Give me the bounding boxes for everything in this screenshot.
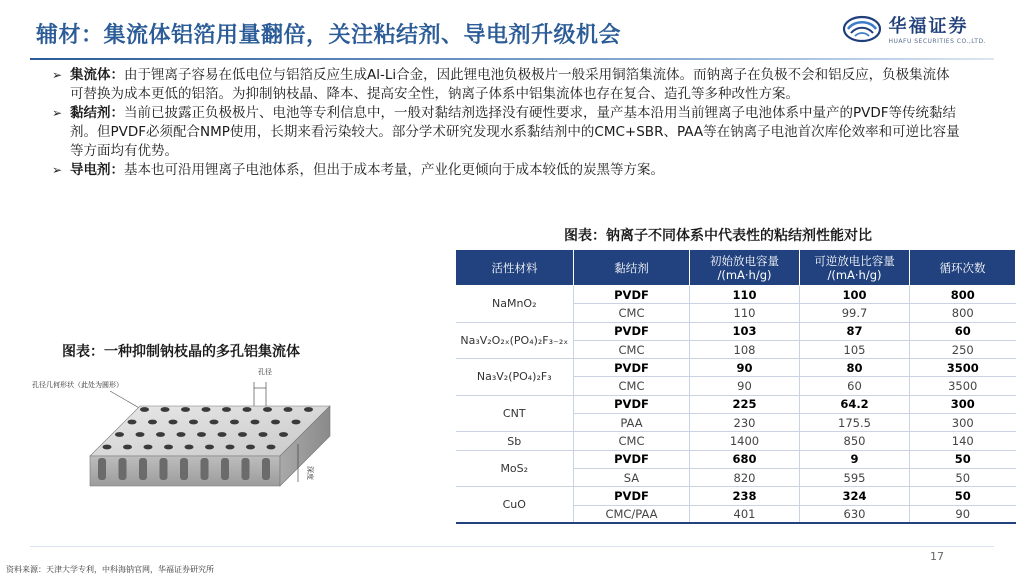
pore-channel bbox=[221, 458, 229, 480]
bullet-text: 基本也可沿用锂离子电池体系，但出于成本考量，产业化更倾向于成本较低的炭黑等方案。 bbox=[124, 162, 664, 178]
binder-cell: SA bbox=[574, 468, 690, 486]
pore-hole bbox=[259, 432, 268, 437]
table-row bbox=[456, 487, 1016, 505]
table-body bbox=[456, 286, 1016, 524]
cycles-cell: 300 bbox=[910, 395, 1016, 413]
bullet-text: 由于锂离子容易在低电位与铝箔反应生成Al-Li合金，因此锂电池负极极片一般采用铜箔集流体。而钠离子在负极不会和铝反应，负极集流体可替换为成本更低的铝箔。为抑制钠枝晶、降本、提高安全性，钠离子体系中铝集流体也存在复合、造孔等多种改性方案。 bbox=[70, 67, 950, 102]
pore-channel bbox=[262, 458, 270, 480]
pore-hole bbox=[230, 420, 239, 425]
init-cell: 401 bbox=[690, 505, 800, 523]
binder-cell: CMC bbox=[574, 340, 690, 358]
page-number: 17 bbox=[930, 550, 944, 563]
table-row bbox=[456, 286, 1016, 304]
cycles-cell: 50 bbox=[910, 487, 1016, 505]
material-cell: NaMnO₂ bbox=[456, 286, 574, 323]
binder-cell: CMC bbox=[574, 377, 690, 395]
binder-cell: PVDF bbox=[574, 395, 690, 413]
pore-hole bbox=[115, 432, 124, 437]
pore-hole bbox=[202, 407, 211, 412]
pore-hole bbox=[136, 432, 145, 437]
bullet-arrow-icon: ➢ bbox=[52, 68, 63, 82]
pore-channel bbox=[160, 458, 168, 480]
table-header-row bbox=[456, 250, 1016, 286]
header-divider bbox=[30, 58, 994, 60]
bullet-heading: 导电剂： bbox=[70, 162, 124, 178]
figure-label-depth: 深度 bbox=[306, 466, 314, 480]
rev-cell: 100 bbox=[800, 286, 910, 304]
init-cell: 110 bbox=[690, 286, 800, 304]
cycles-cell: 800 bbox=[910, 304, 1016, 322]
material-cell: MoS₂ bbox=[456, 450, 574, 487]
pore-hole bbox=[144, 445, 153, 450]
rev-cell: 9 bbox=[800, 450, 910, 468]
material-cell: Sb bbox=[456, 432, 574, 450]
binder-cell: PVDF bbox=[574, 359, 690, 377]
init-cell: 230 bbox=[690, 414, 800, 432]
table-header-cell: 循环次数 bbox=[910, 250, 1016, 286]
table-header-cell: 初始放电容量 /(mA·h/g) bbox=[690, 250, 800, 286]
pore-hole bbox=[218, 432, 227, 437]
pore-hole bbox=[238, 432, 247, 437]
pore-channel bbox=[242, 458, 250, 480]
figure-label-shape: 孔径几何形状（此处为圆形） bbox=[32, 381, 123, 389]
figure-caption: 图表：一种抑制钠枝晶的多孔铝集流体 bbox=[62, 344, 300, 360]
bullet-heading: 黏结剂： bbox=[70, 105, 124, 121]
pore-hole bbox=[246, 445, 255, 450]
rev-cell: 64.2 bbox=[800, 395, 910, 413]
logo-name-cn: 华福证券 bbox=[888, 16, 969, 37]
init-cell: 225 bbox=[690, 395, 800, 413]
init-cell: 238 bbox=[690, 487, 800, 505]
rev-cell: 630 bbox=[800, 505, 910, 523]
binder-cell: PVDF bbox=[574, 487, 690, 505]
cycles-cell: 3500 bbox=[910, 377, 1016, 395]
pore-hole bbox=[189, 420, 198, 425]
pore-hole bbox=[156, 432, 165, 437]
binder-cell: CMC/PAA bbox=[574, 505, 690, 523]
pore-hole bbox=[292, 420, 301, 425]
rev-cell: 80 bbox=[800, 359, 910, 377]
cycles-cell: 3500 bbox=[910, 359, 1016, 377]
pore-channel bbox=[180, 458, 188, 480]
pore-channel bbox=[98, 458, 106, 480]
rev-cell: 105 bbox=[800, 340, 910, 358]
cycles-cell: 800 bbox=[910, 286, 1016, 304]
table-header-cell: 可逆放电比容量 /(mA·h/g) bbox=[800, 250, 910, 286]
pore-hole bbox=[222, 407, 231, 412]
bullet-arrow-icon: ➢ bbox=[52, 106, 63, 120]
rev-cell: 60 bbox=[800, 377, 910, 395]
binder-cell: CMC bbox=[574, 432, 690, 450]
pore-hole bbox=[251, 420, 260, 425]
table-header-cell: 黏结剂 bbox=[574, 250, 690, 286]
init-cell: 1400 bbox=[690, 432, 800, 450]
cycles-cell: 50 bbox=[910, 450, 1016, 468]
table-row bbox=[456, 395, 1016, 413]
bullet-arrow-icon: ➢ bbox=[52, 163, 63, 177]
pore-hole bbox=[267, 445, 276, 450]
pore-hole bbox=[263, 407, 272, 412]
pore-hole bbox=[205, 445, 214, 450]
table-row bbox=[456, 432, 1016, 450]
cycles-cell: 90 bbox=[910, 505, 1016, 523]
init-cell: 90 bbox=[690, 359, 800, 377]
material-cell: CuO bbox=[456, 487, 574, 524]
pore-hole bbox=[169, 420, 178, 425]
pore-hole bbox=[181, 407, 190, 412]
binder-cell: PVDF bbox=[574, 286, 690, 304]
binder-cell: PVDF bbox=[574, 450, 690, 468]
binder-performance-table bbox=[455, 249, 1016, 524]
pore-hole bbox=[103, 445, 112, 450]
material-cell: Na₃V₂O₂ₓ(PO₄)₂F₃₋₂ₓ bbox=[456, 322, 574, 359]
cycles-cell: 300 bbox=[910, 414, 1016, 432]
init-cell: 108 bbox=[690, 340, 800, 358]
init-cell: 820 bbox=[690, 468, 800, 486]
init-cell: 103 bbox=[690, 322, 800, 340]
binder-cell: CMC bbox=[574, 304, 690, 322]
cycles-cell: 250 bbox=[910, 340, 1016, 358]
material-cell: Na₃V₂(PO₄)₂F₃ bbox=[456, 359, 574, 396]
figure-label-pore: 孔径 bbox=[258, 368, 272, 376]
source-note: 资料来源：天津大学专利，中科海钠官网，华福证券研究所 bbox=[6, 565, 214, 574]
footer-divider bbox=[30, 546, 994, 547]
huafu-logo-icon bbox=[842, 14, 882, 44]
init-cell: 680 bbox=[690, 450, 800, 468]
cycles-cell: 140 bbox=[910, 432, 1016, 450]
pore-hole bbox=[226, 445, 235, 450]
init-cell: 110 bbox=[690, 304, 800, 322]
cycles-cell: 50 bbox=[910, 468, 1016, 486]
pore-channel bbox=[139, 458, 147, 480]
bullet-heading: 集流体： bbox=[70, 67, 124, 83]
pore-hole bbox=[161, 407, 170, 412]
pore-channel bbox=[119, 458, 127, 480]
pore-hole bbox=[279, 432, 288, 437]
bullet-binder bbox=[52, 104, 962, 161]
pore-hole bbox=[185, 445, 194, 450]
pore-hole bbox=[271, 420, 280, 425]
material-cell: CNT bbox=[456, 395, 574, 432]
pore-hole bbox=[243, 407, 252, 412]
pore-hole bbox=[177, 432, 186, 437]
pore-hole bbox=[128, 420, 137, 425]
pore-hole bbox=[210, 420, 219, 425]
pore-hole bbox=[284, 407, 293, 412]
page-title: 辅材：集流体铝箔用量翻倍，关注粘结剂、导电剂升级机会 bbox=[36, 23, 622, 48]
table-header-cell: 活性材料 bbox=[456, 250, 574, 286]
pore-channel bbox=[201, 458, 209, 480]
rev-cell: 175.5 bbox=[800, 414, 910, 432]
rev-cell: 99.7 bbox=[800, 304, 910, 322]
rev-cell: 87 bbox=[800, 322, 910, 340]
pore-hole bbox=[148, 420, 157, 425]
cycles-cell: 60 bbox=[910, 322, 1016, 340]
rev-cell: 595 bbox=[800, 468, 910, 486]
table-row bbox=[456, 450, 1016, 468]
rev-cell: 324 bbox=[800, 487, 910, 505]
bullet-text: 当前已披露正负极极片、电池等专利信息中，一般对黏结剂选择没有硬性要求，量产基本沿用当前锂离子电池体系中量产的PVDF等传统黏结剂。但PVDF必须配合NMP使用，长期来看污染较大。部分学术研究发现水系黏结剂中的CMC+SBR、PAA等在钠离子电池首次库伦效率和可逆比容量等方面均有优势。 bbox=[70, 105, 960, 159]
binder-cell: PAA bbox=[574, 414, 690, 432]
pore-hole bbox=[140, 407, 149, 412]
bullet-list bbox=[52, 66, 962, 180]
logo-name-en: HUAFU SECURITIES CO.,LTD. bbox=[888, 38, 986, 45]
pore-hole bbox=[304, 407, 313, 412]
table-row bbox=[456, 359, 1016, 377]
rev-cell: 850 bbox=[800, 432, 910, 450]
bullet-conductive-agent bbox=[52, 161, 962, 180]
pore-hole bbox=[123, 445, 132, 450]
table-row bbox=[456, 322, 1016, 340]
pore-hole bbox=[164, 445, 173, 450]
init-cell: 90 bbox=[690, 377, 800, 395]
pore-hole bbox=[197, 432, 206, 437]
bullet-collector bbox=[52, 66, 962, 104]
company-logo bbox=[842, 12, 986, 45]
porous-aluminum-collector-figure bbox=[32, 360, 350, 500]
binder-cell: PVDF bbox=[574, 322, 690, 340]
table-caption: 图表：钠离子不同体系中代表性的粘结剂性能对比 bbox=[564, 228, 872, 244]
